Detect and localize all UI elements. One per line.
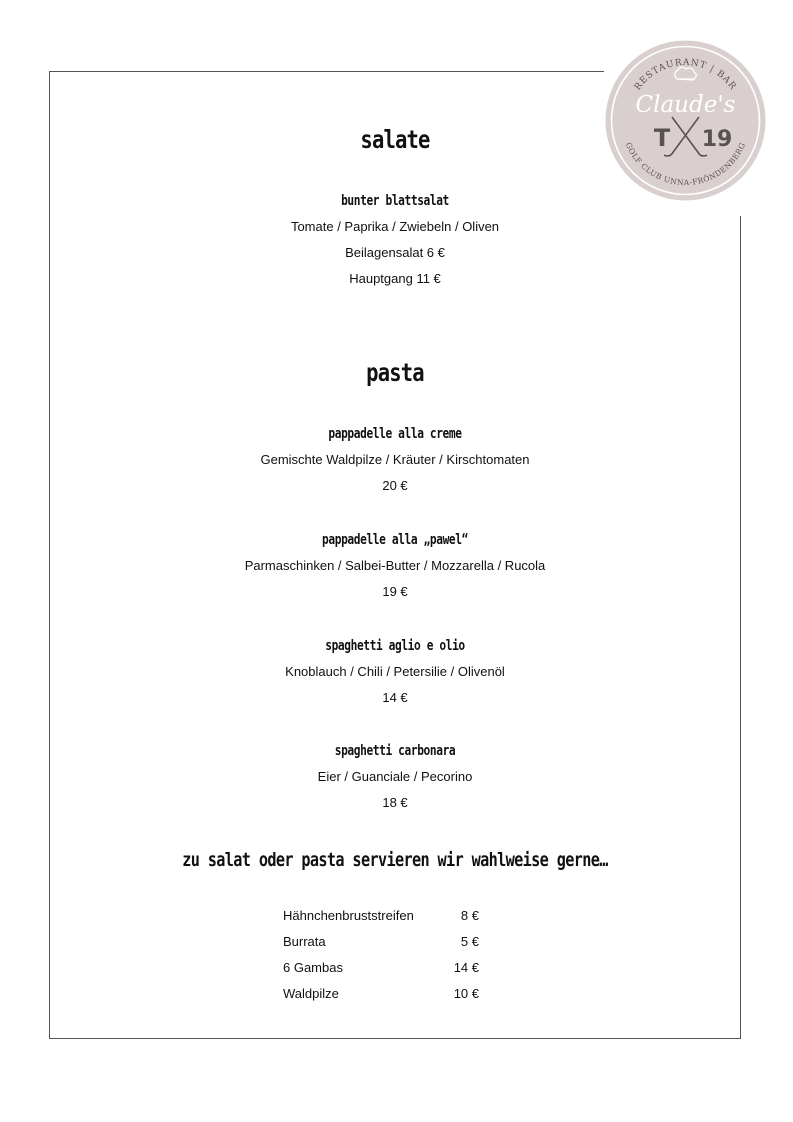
extras-item-name: Hähnchenbruststreifen bbox=[283, 908, 414, 923]
extras-item bbox=[283, 929, 483, 955]
dish-price: 20 € bbox=[382, 478, 408, 493]
logo-script-text: Claude's bbox=[635, 92, 736, 118]
extras-section bbox=[49, 848, 741, 872]
pasta-section bbox=[49, 358, 741, 388]
pasta-title: pasta bbox=[366, 358, 424, 387]
extras-item bbox=[283, 955, 483, 981]
extras-item bbox=[283, 903, 483, 929]
dish-description: Parmaschinken / Salbei-Butter / Mozzarella / Rucola bbox=[244, 558, 546, 573]
dish-description: Eier / Guanciale / Pecorino bbox=[317, 769, 473, 784]
salate-dish-0 bbox=[49, 192, 741, 210]
dish-name: spaghetti aglio e olio bbox=[325, 638, 465, 654]
salate-title: salate bbox=[360, 125, 430, 154]
pasta-dish-2 bbox=[49, 637, 741, 711]
extras-item-price: 8 € bbox=[460, 908, 479, 923]
extras-title: zu salat oder pasta servieren wir wahlweise gerne… bbox=[182, 849, 608, 871]
dish-name: pappadelle alla creme bbox=[328, 426, 462, 442]
extras-item-name: Waldpilze bbox=[283, 986, 339, 1001]
dish-name: spaghetti carbonara bbox=[334, 743, 456, 759]
extras-item-name: Burrata bbox=[283, 934, 326, 949]
restaurant-logo bbox=[604, 39, 767, 202]
salate-section bbox=[49, 125, 741, 155]
dish-price: 19 € bbox=[382, 584, 408, 599]
dish-price: 18 € bbox=[382, 795, 408, 810]
dish-description: Gemischte Waldpilze / Kräuter / Kirschtomaten bbox=[260, 452, 530, 467]
dish-description: Tomate / Paprika / Zwiebeln / Oliven bbox=[290, 219, 500, 234]
logo-letter-t: T bbox=[653, 124, 671, 152]
extras-item-price: 10 € bbox=[453, 986, 479, 1001]
salate-dish-0-details bbox=[49, 214, 741, 292]
pasta-dish-3 bbox=[49, 742, 741, 816]
dish-name: bunter blattsalat bbox=[341, 193, 449, 209]
dish-name: pappadelle alla „pawel“ bbox=[322, 532, 468, 548]
extras-item-name: 6 Gambas bbox=[283, 960, 343, 975]
logo-number-19: 19 bbox=[701, 127, 733, 152]
extras-item bbox=[283, 981, 483, 1007]
extras-item-price: 14 € bbox=[453, 960, 479, 975]
dish-option: Beilagensalat 6 € bbox=[345, 245, 445, 260]
logo-top-text: RESTAURANT | BAR bbox=[633, 57, 738, 93]
logo-bottom-text: GOLF CLUB UNNA-FRÖNDENBERG bbox=[623, 141, 748, 188]
pasta-dish-1 bbox=[49, 531, 741, 605]
dish-price: 14 € bbox=[382, 690, 408, 705]
extras-list bbox=[283, 903, 483, 1007]
extras-item-price: 5 € bbox=[460, 934, 479, 949]
dish-description: Knoblauch / Chili / Petersilie / Olivenöl bbox=[285, 664, 505, 679]
pasta-dish-0 bbox=[49, 425, 741, 499]
dish-option: Hauptgang 11 € bbox=[349, 271, 441, 286]
